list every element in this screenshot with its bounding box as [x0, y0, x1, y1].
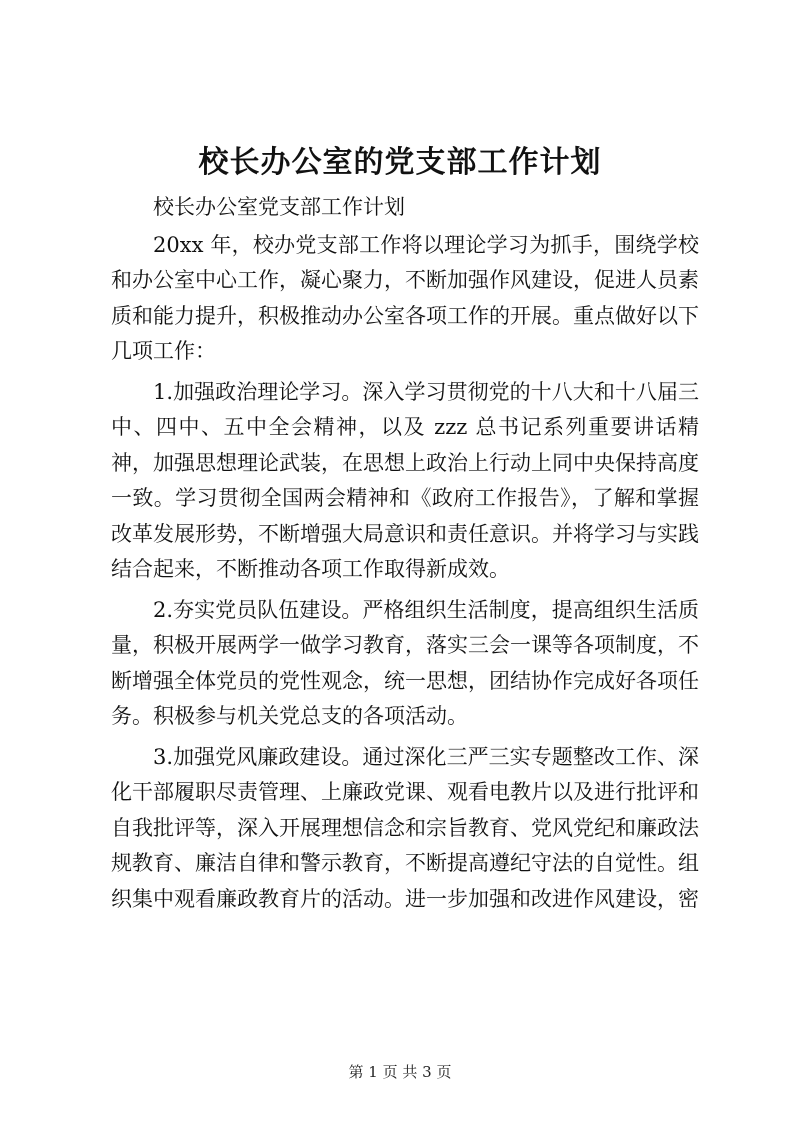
paragraph-item-3: 3.加强党风廉政建设。通过深化三严三实专题整改工作、深化干部履职尽责管理、上廉政党课、观看电教片以及进行批评和自我批评等，深入开展理想信念和宗旨教育、党风党纪和廉政法规教育、廉洁自律和警示教育，不断提高遵纪守法的自觉性。组织集中观看廉政教育片的活动。进一步加强和改进作风建设，密 — [111, 744, 699, 911]
page-number-footer: 第 1 页 共 3 页 — [348, 1063, 452, 1081]
document-subtitle: 校长办公室党支部工作计划 — [153, 195, 405, 219]
paragraph-item-1: 1.加强政治理论学习。深入学习贯彻党的十八大和十八届三中、四中、五中全会精神，以及 zzz 总书记系列重要讲话精神，加强思想理论武装，在思想上政治上行动上同中央保持高度一致。学习贯彻全国两会精神和《政府工作报告》，了解和掌握改革发展形势，不断增强大局意识和责任意识。并将学习与实践结合起来，不断推动各项工作取得新成效。 — [111, 379, 699, 581]
paragraph-intro: 20xx 年，校办党支部工作将以理论学习为抓手，围绕学校和办公室中心工作，凝心聚力，不断加强作风建设，促进人员素质和能力提升，积极推动办公室各项工作的开展。重点做好以下几项工作： — [111, 232, 699, 363]
document-body — [111, 190, 699, 917]
document-title: 校长办公室的党支部工作计划 — [198, 145, 602, 180]
paragraph-item-2: 2.夯实党员队伍建设。严格组织生活制度，提高组织生活质量，积极开展两学一做学习教育，落实三会一课等各项制度，不断增强全体党员的党性观念，统一思想，团结协作完成好各项任务。积极参与机关党总支的各项活动。 — [111, 597, 699, 728]
